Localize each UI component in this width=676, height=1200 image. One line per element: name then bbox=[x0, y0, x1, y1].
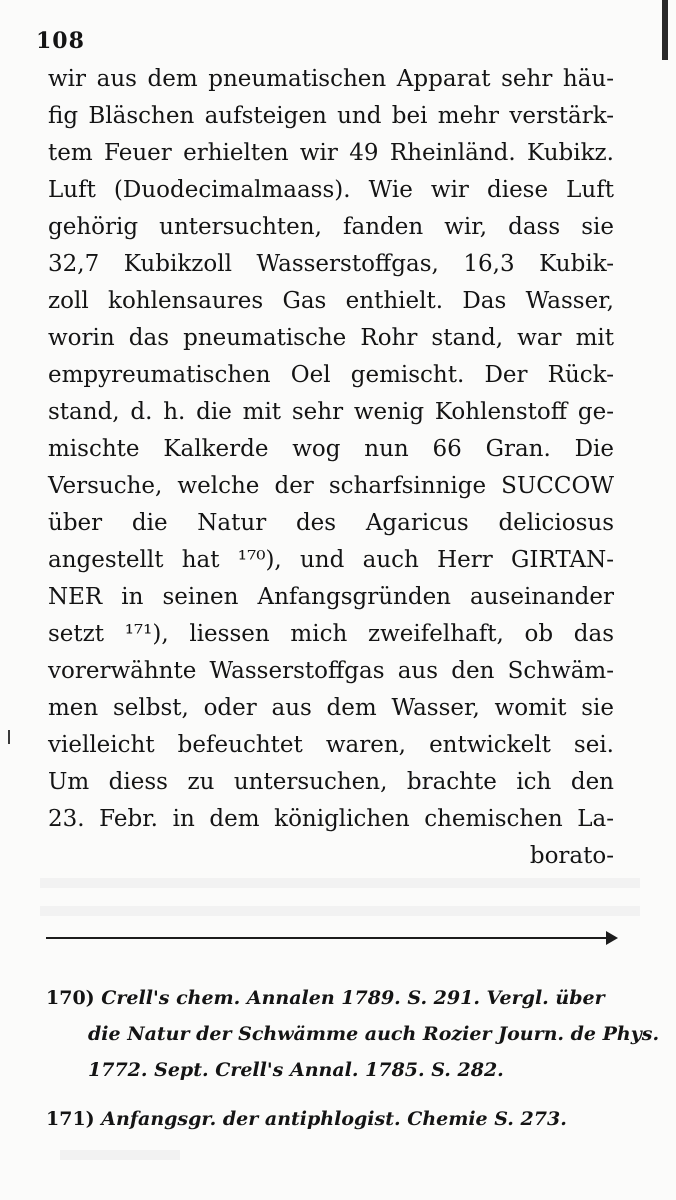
body-line: men selbst, oder aus dem Wasser, womit sie bbox=[48, 695, 614, 721]
body-line: 32,7 Kubikzoll Wasserstoffgas, 16,3 Kubik- bbox=[48, 251, 614, 277]
body-line: gehörig untersuchten, fanden wir, dass sie bbox=[48, 214, 614, 240]
body-line: über die Natur des Agaricus deliciosus bbox=[48, 510, 614, 536]
show-through-text bbox=[40, 878, 640, 888]
body-line: Luft (Duodecimalmaass). Wie wir diese Luft bbox=[48, 177, 614, 203]
footnote-number: 170) bbox=[46, 987, 95, 1009]
body-line: Um diess zu untersuchen, brachte ich den bbox=[48, 769, 614, 795]
body-line: worin das pneumatische Rohr stand, war mit bbox=[48, 325, 614, 351]
body-line: empyreumatischen Oel gemischt. Der Rück- bbox=[48, 362, 614, 388]
body-line: vorerwähnte Wasserstoffgas aus den Schwäm- bbox=[48, 658, 614, 684]
body-line: tem Feuer erhielten wir 49 Rheinländ. Kubikz. bbox=[48, 140, 614, 166]
page-number: 108 bbox=[36, 28, 85, 54]
footnote-rule-arrow bbox=[606, 931, 618, 945]
body-line: stand, d. h. die mit sehr wenig Kohlenstoff ge- bbox=[48, 399, 614, 425]
show-through-text bbox=[40, 906, 640, 916]
footnote-text: Crell's chem. Annalen 1789. S. 291. Vergl. über bbox=[101, 987, 605, 1009]
body-line: setzt ¹⁷¹), liessen mich zweifelhaft, ob das bbox=[48, 621, 614, 647]
body-line: vielleicht befeuchtet waren, entwickelt sei. bbox=[48, 732, 614, 758]
body-line: wir aus dem pneumatischen Apparat sehr häu- bbox=[48, 66, 614, 92]
footnote-rule bbox=[46, 937, 614, 939]
body-line: fig Bläschen aufsteigen und bei mehr verstärk- bbox=[48, 103, 614, 129]
footnote-170-line-3: 1772. Sept. Crell's Annal. 1785. S. 282. bbox=[88, 1059, 504, 1081]
footnote-text: Anfangsgr. der antiphlogist. Chemie S. 273. bbox=[101, 1108, 567, 1130]
page-edge-shadow bbox=[662, 0, 668, 60]
body-line: Versuche, welche der scharfsinnige SUCCOW bbox=[48, 473, 614, 499]
body-line: zoll kohlensaures Gas enthielt. Das Wasser, bbox=[48, 288, 614, 314]
footnote-number: 171) bbox=[46, 1108, 95, 1130]
footnote-171 bbox=[46, 1106, 567, 1132]
body-line: 23. Febr. in dem königlichen chemischen La- bbox=[48, 806, 614, 832]
show-through-text bbox=[60, 1150, 180, 1160]
footnote-170 bbox=[46, 985, 605, 1011]
footnote-170-line-2: die Natur der Schwämme auch Rozier Journ. de Phys. bbox=[88, 1023, 660, 1045]
body-line: NER in seinen Anfangsgründen auseinander bbox=[48, 584, 614, 610]
body-line-catchword: borato- bbox=[529, 843, 614, 869]
body-line: mischte Kalkerde wog nun 66 Gran. Die bbox=[48, 436, 614, 462]
margin-mark bbox=[8, 730, 10, 744]
body-line: angestellt hat ¹⁷⁰), und auch Herr GIRTAN- bbox=[48, 547, 614, 573]
